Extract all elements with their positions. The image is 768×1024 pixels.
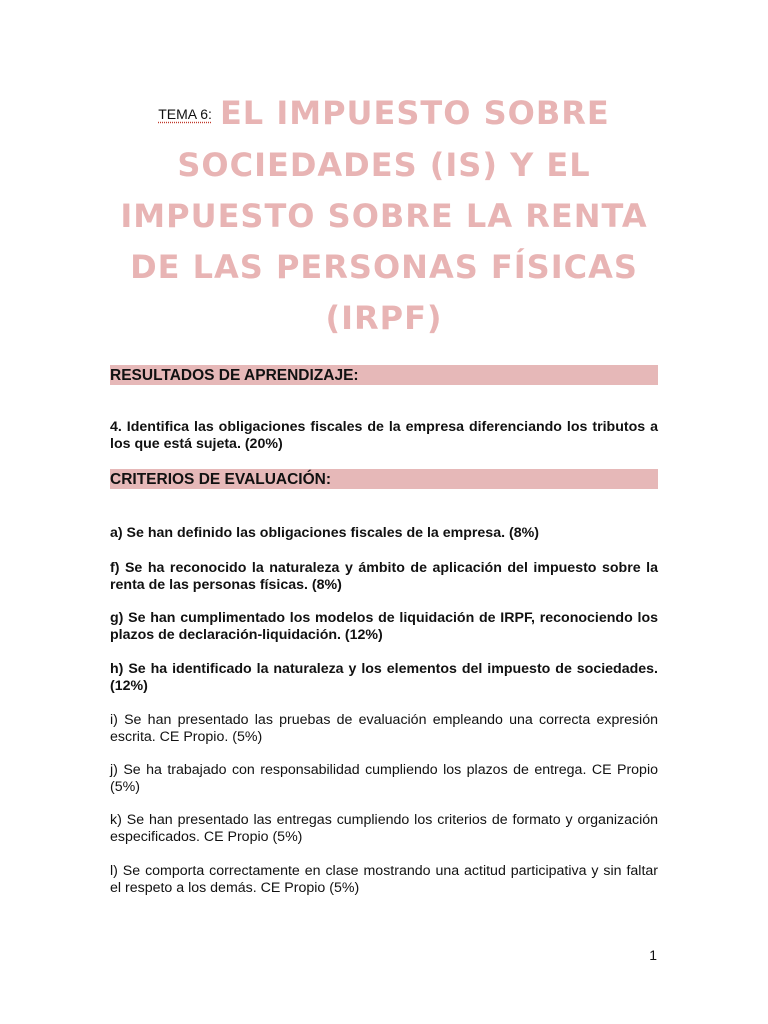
criterio-i: i) Se han presentado las pruebas de evaluación empleando una correcta expresión escrita. CE Propio. (5%)	[110, 712, 658, 745]
title-line-3: IMPUESTO SOBRE LA RENTA	[120, 196, 648, 235]
criterio-f: f) Se ha reconocido la naturaleza y ámbito de aplicación del impuesto sobre la renta de las personas físicas. (8%)	[110, 560, 658, 593]
document-title	[110, 88, 658, 344]
criterio-h: h) Se ha identificado la naturaleza y los elementos del impuesto de sociedades. (12%)	[110, 661, 658, 694]
criterios-heading: CRITERIOS DE EVALUACIÓN:	[110, 469, 658, 489]
criterio-l: l) Se comporta correctamente en clase mostrando una actitud participativa y sin faltar el respeto a los demás. CE Propio (5%)	[110, 863, 658, 896]
title-line-4: DE LAS PERSONAS FÍSICAS	[130, 247, 638, 286]
criterio-k: k) Se han presentado las entregas cumpliendo los criterios de formato y organización especificados. CE Propio (5%)	[110, 812, 658, 845]
criterio-a: a) Se han definido las obligaciones fiscales de la empresa. (8%)	[110, 525, 539, 541]
title-line-5: (IRPF)	[325, 298, 443, 337]
title-line-1	[110, 88, 658, 140]
title-line-2: SOCIEDADES (IS) Y EL	[177, 145, 591, 184]
criterio-j: j) Se ha trabajado con responsabilidad cumpliendo los plazos de entrega. CE Propio (5%)	[110, 762, 658, 795]
page-number: 1	[649, 947, 657, 963]
criterio-g: g) Se han cumplimentado los modelos de liquidación de IRPF, reconociendo los plazos de declaración-liquidación. (12%)	[110, 610, 658, 643]
resultados-heading: RESULTADOS DE APRENDIZAJE:	[110, 365, 658, 385]
tema-label: TEMA 6:	[158, 105, 212, 122]
title-text-1: EL IMPUESTO SOBRE	[219, 94, 610, 132]
resultados-item: 4. Identifica las obligaciones fiscales de la empresa diferenciando los tributos a los que está sujeta. (20%)	[110, 419, 658, 452]
